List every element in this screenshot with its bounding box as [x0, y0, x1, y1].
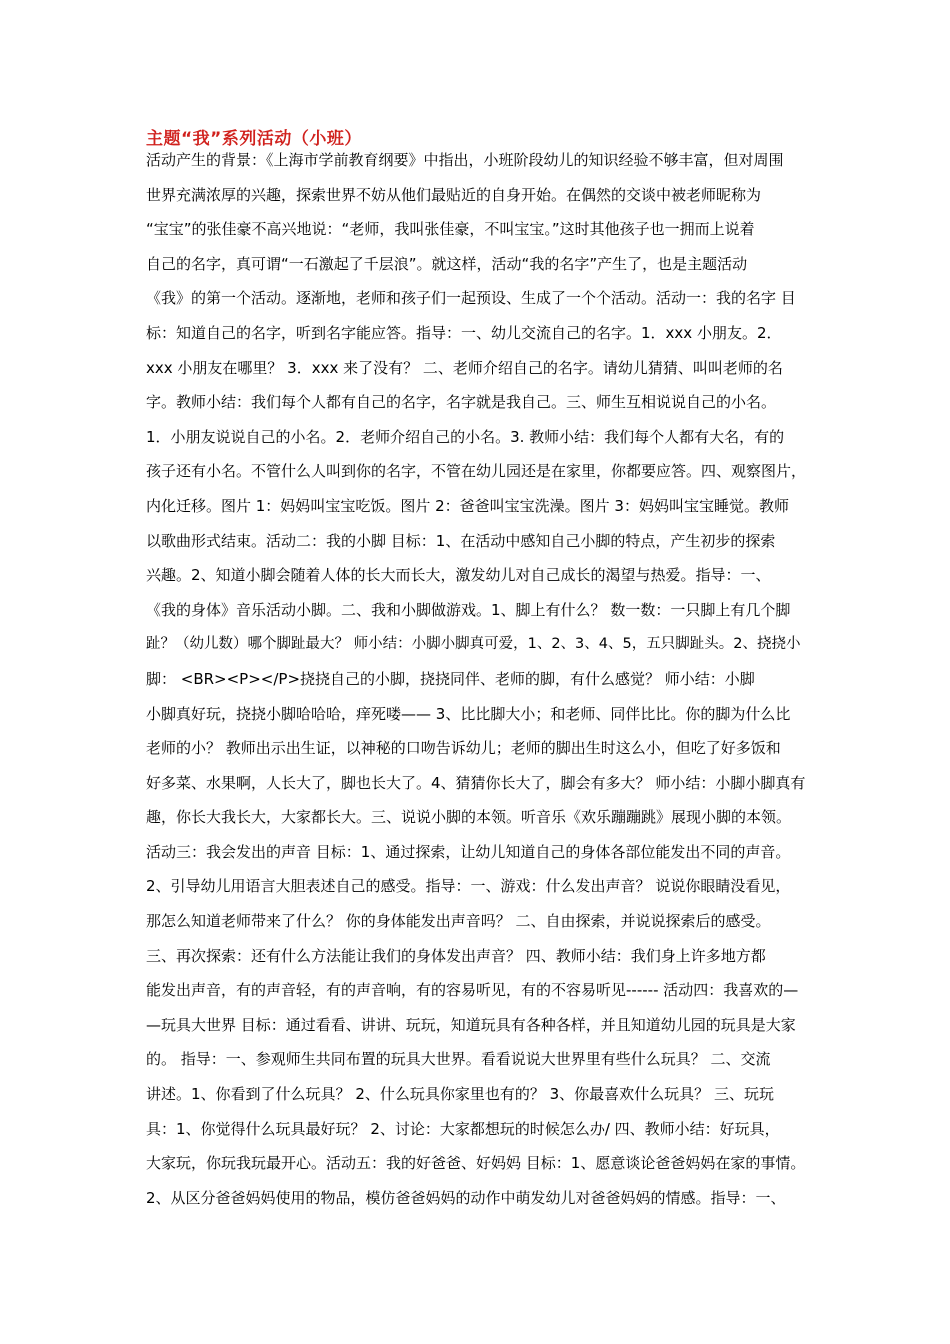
- body-line: 自己的名字，真可谓“一石激起了千层浪”。就这样，活动“我的名字”产生了，也是主题活动: [146, 254, 748, 273]
- body-line: 《我》的第一个活动。逐渐地，老师和孩子们一起预设、生成了一个个活动。活动一：我的名字 目: [146, 289, 796, 308]
- body-line: 老师的小？ 教师出示出生证，以神秘的口吻告诉幼儿；老师的脚出生时这么小，但吃了好多饭和: [146, 739, 781, 758]
- body-line: 三、再次探索：还有什么方法能让我们的身体发出声音？ 四、教师小结：我们身上许多地方都: [146, 946, 766, 965]
- body-line: 《我的身体》音乐活动小脚。二、我和小脚做游戏。1、脚上有什么？ 数一数：一只脚上有几个脚: [146, 600, 791, 619]
- body-line: 活动三：我会发出的声音 目标：1、通过探索，让幼儿知道自己的身体各部位能发出不同的声音。: [146, 842, 791, 861]
- document-title: 主题“我”系列活动（小班）: [146, 129, 362, 149]
- body-line: 趣，你长大我长大，大家都长大。三、说说小脚的本领。听音乐《欢乐蹦蹦跳》展现小脚的本领。: [146, 808, 792, 827]
- body-line: 具：1、你觉得什么玩具最好玩？ 2、讨论：大家都想玩的时候怎么办/ 四、教师小结：好玩具，: [146, 1119, 780, 1138]
- body-line: 标：知道自己的名字，听到名字能应答。指导：一、幼儿交流自己的名字。1．xxx 小朋友。2．: [146, 323, 782, 342]
- body-line: 小脚真好玩，挠挠小脚哈哈哈，痒死喽—— 3、比比脚大小；和老师、同伴比比。你的脚为什么比: [146, 704, 791, 723]
- body-line: 字。教师小结：我们每个人都有自己的名字，名字就是我自己。三、师生互相说说自己的小名。: [146, 393, 777, 412]
- body-line: 那怎么知道老师带来了什么？ 你的身体能发出声音吗？ 二、自由探索，并说说探索后的感受。: [146, 912, 771, 931]
- body-line: 能发出声音，有的声音轻，有的声音响，有的容易听见，有的不容易听见------ 活动四：我喜欢的—: [146, 981, 799, 1000]
- body-line: 脚： <BR><P></P>挠挠自己的小脚，挠挠同伴、老师的脚，有什么感觉？ 师小结：小脚: [146, 669, 755, 688]
- body-line: 大家玩，你玩我玩最开心。活动五：我的好爸爸、好妈妈 目标：1、愿意谈论爸爸妈妈在家的事情。: [146, 1154, 806, 1173]
- body-line: xxx 小朋友在哪里？ 3．xxx 来了没有？ 二、老师介绍自己的名字。请幼儿猜猜、叫叫老师的名: [146, 358, 783, 377]
- body-line: 趾？（幼儿数）哪个脚趾最大？ 师小结：小脚小脚真可爱，1、2、3、4、5，五只脚趾头。2、挠挠小: [146, 636, 801, 653]
- body-line: “宝宝”的张佳豪不高兴地说：“老师，我叫张佳豪，不叫宝宝。”这时其他孩子也一拥而上说着: [146, 220, 755, 239]
- document-body: [146, 150, 811, 1222]
- body-line: 内化迁移。图片 1：妈妈叫宝宝吃饭。图片 2：爸爸叫宝宝洗澡。图片 3：妈妈叫宝宝睡觉。教师: [146, 496, 789, 515]
- body-line: —玩具大世界 目标：通过看看、讲讲、玩玩，知道玩具有各种各样，并且知道幼儿园的玩具是大家: [146, 1015, 796, 1034]
- body-line: 2、引导幼儿用语言大胆表述自己的感受。指导：一、游戏：什么发出声音？ 说说你眼睛没看见，: [146, 877, 791, 896]
- body-line: 孩子还有小名。不管什么人叫到你的名字，不管在幼儿园还是在家里，你都要应答。四、观察图片，: [146, 462, 807, 481]
- body-line: 活动产生的背景：《上海市学前教育纲要》中指出，小班阶段幼儿的知识经验不够丰富，但对周围: [146, 151, 784, 169]
- body-line: 世界充满浓厚的兴趣，探索世界不妨从他们最贴近的自身开始。在偶然的交谈中被老师昵称为: [146, 185, 762, 204]
- body-line: 以歌曲形式结束。活动二：我的小脚 目标：1、在活动中感知自己小脚的特点，产生初步的探索: [146, 531, 776, 550]
- body-line: 兴趣。2、知道小脚会随着人体的长大而长大，激发幼儿对自己成长的渴望与热爱。指导：一、: [146, 566, 771, 585]
- body-line: 好多菜、水果啊，人长大了，脚也长大了。4、猜猜你长大了，脚会有多大？ 师小结：小脚小脚真有: [146, 773, 806, 792]
- body-line: 的。 指导：一、参观师生共同布置的玩具大世界。看看说说大世界里有些什么玩具？ 二、交流: [146, 1050, 771, 1069]
- body-line: 1．小朋友说说自己的小名。2．老师介绍自己的小名。3. 教师小结：我们每个人都有大名，有的: [146, 427, 785, 446]
- body-line: 2、从区分爸爸妈妈使用的物品，模仿爸爸妈妈的动作中萌发幼儿对爸爸妈妈的情感。指导：一、: [146, 1188, 786, 1207]
- body-line: 讲述。1、你看到了什么玩具？ 2、什么玩具你家里也有的？ 3、你最喜欢什么玩具？ 三、玩玩: [146, 1085, 774, 1104]
